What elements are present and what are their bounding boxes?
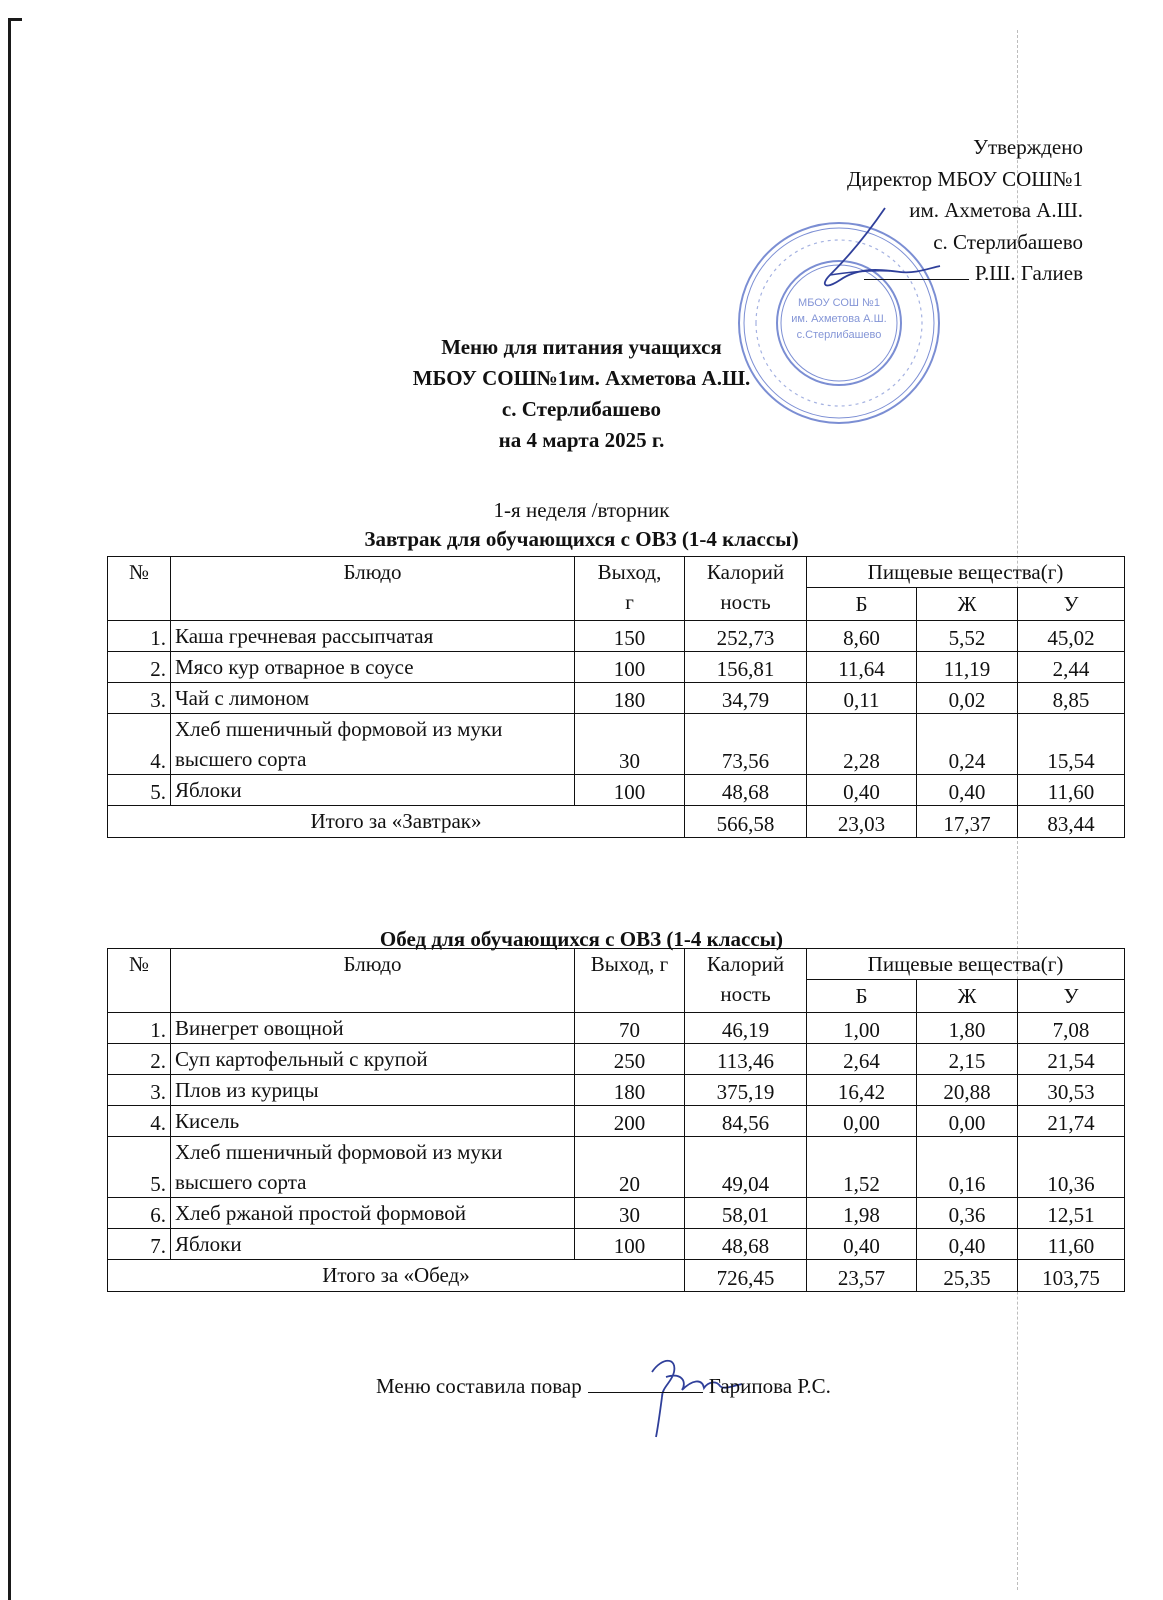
row-b: 0,00 [807, 1106, 917, 1137]
row-num: 1. [108, 621, 171, 652]
row-b: 2,28 [807, 714, 917, 775]
row-u: 2,44 [1018, 652, 1125, 683]
row-calories: 48,68 [685, 1229, 807, 1260]
row-num: 2. [108, 1044, 171, 1075]
header-output [575, 557, 685, 621]
row-u: 7,08 [1018, 1013, 1125, 1044]
table-row [108, 1137, 1125, 1198]
stamp-line-3: с.Стерлибашево [796, 329, 882, 341]
row-num: 6. [108, 1198, 171, 1229]
row-zh: 0,40 [917, 1229, 1018, 1260]
row-output: 100 [575, 1229, 685, 1260]
row-calories: 252,73 [685, 621, 807, 652]
row-calories: 73,56 [685, 714, 807, 775]
row-b: 1,00 [807, 1013, 917, 1044]
table-row [108, 775, 1125, 806]
row-zh: 0,40 [917, 775, 1018, 806]
row-calories: 156,81 [685, 652, 807, 683]
header-dish: Блюдо [171, 557, 575, 621]
row-num: 4. [108, 1106, 171, 1137]
row-num: 3. [108, 683, 171, 714]
scan-border-left [8, 18, 11, 1600]
row-output: 30 [575, 714, 685, 775]
header-b: Б [807, 980, 917, 1013]
row-dish: Хлеб пшеничный формовой из муки высшего сорта [171, 1137, 575, 1198]
row-output: 180 [575, 683, 685, 714]
lunch-title: Обед для обучающихся с ОВЗ (1-4 классы) [379, 927, 784, 951]
table-row [108, 1044, 1125, 1075]
footer-cook-name: Гарипова Р.С. [708, 1374, 831, 1398]
header-calories [685, 949, 807, 1013]
row-u: 21,54 [1018, 1044, 1125, 1075]
row-output: 250 [575, 1044, 685, 1075]
row-zh: 5,52 [917, 621, 1018, 652]
footer-signature-row [376, 1372, 831, 1399]
table-row [108, 1198, 1125, 1229]
row-b: 1,52 [807, 1137, 917, 1198]
row-u: 15,54 [1018, 714, 1125, 775]
row-b: 1,98 [807, 1198, 917, 1229]
total-u: 103,75 [1018, 1260, 1125, 1292]
header-cal-l1: Калорий [706, 952, 785, 976]
header-zh: Ж [917, 588, 1018, 621]
stamp-line-1: МБОУ СОШ №1 [798, 297, 880, 309]
row-calories: 113,46 [685, 1044, 807, 1075]
row-zh: 1,80 [917, 1013, 1018, 1044]
total-label: Итого за «Завтрак» [108, 806, 685, 838]
row-num: 3. [108, 1075, 171, 1106]
row-output: 70 [575, 1013, 685, 1044]
row-zh: 0,00 [917, 1106, 1018, 1137]
row-u: 45,02 [1018, 621, 1125, 652]
scan-border-top [8, 18, 22, 21]
total-row [108, 1260, 1125, 1292]
approval-signature-row [847, 258, 1083, 290]
breakfast-title: Завтрак для обучающихся с ОВЗ (1-4 классы) [364, 527, 799, 551]
row-b: 2,64 [807, 1044, 917, 1075]
table-row [108, 1229, 1125, 1260]
row-u: 12,51 [1018, 1198, 1125, 1229]
table-header-row [108, 557, 1125, 588]
header-calories [685, 557, 807, 621]
header-b: Б [807, 588, 917, 621]
title-line-2: МБОУ СОШ№1им. Ахметова А.Ш. [412, 366, 751, 390]
row-zh: 0,36 [917, 1198, 1018, 1229]
week-label: 1-я неделя /вторник [493, 498, 670, 522]
row-output: 200 [575, 1106, 685, 1137]
header-output-l2: г [625, 590, 634, 614]
row-dish: Мясо кур отварное в соусе [171, 652, 575, 683]
row-num: 7. [108, 1229, 171, 1260]
total-b: 23,57 [807, 1260, 917, 1292]
approval-heading: Утверждено [973, 135, 1083, 159]
row-u: 11,60 [1018, 1229, 1125, 1260]
row-calories: 84,56 [685, 1106, 807, 1137]
approval-block [847, 132, 1083, 290]
row-zh: 0,24 [917, 714, 1018, 775]
row-dish: Каша гречневая рассыпчатая [171, 621, 575, 652]
row-u: 11,60 [1018, 775, 1125, 806]
row-zh: 0,16 [917, 1137, 1018, 1198]
row-dish: Яблоки [171, 1229, 575, 1260]
total-zh: 17,37 [917, 806, 1018, 838]
header-nutrients: Пищевые вещества(г) [807, 557, 1125, 588]
row-dish: Хлеб ржаной простой формовой [171, 1198, 575, 1229]
title-line-4: на 4 марта 2025 г. [498, 428, 665, 452]
title-line-1: Меню для питания учащихся [441, 335, 722, 359]
header-output: Выход, г [575, 949, 685, 1013]
signature-line [864, 259, 969, 280]
row-dish: Чай с лимоном [171, 683, 575, 714]
row-b: 8,60 [807, 621, 917, 652]
row-calories: 34,79 [685, 683, 807, 714]
row-b: 11,64 [807, 652, 917, 683]
row-num: 4. [108, 714, 171, 775]
total-row [108, 806, 1125, 838]
title-line-3: с. Стерлибашево [501, 397, 662, 421]
row-dish: Плов из курицы [171, 1075, 575, 1106]
row-dish: Винегрет овощной [171, 1013, 575, 1044]
row-u: 30,53 [1018, 1075, 1125, 1106]
row-output: 30 [575, 1198, 685, 1229]
header-dish: Блюдо [171, 949, 575, 1013]
header-u: У [1018, 588, 1125, 621]
footer-prefix: Меню составила повар [376, 1374, 582, 1398]
approval-position: Директор МБОУ СОШ№1 [846, 166, 1083, 191]
signature-line [588, 1372, 703, 1393]
stamp-line-2: им. Ахметова А.Ш. [791, 313, 887, 325]
row-num: 1. [108, 1013, 171, 1044]
row-dish: Кисель [171, 1106, 575, 1137]
row-num: 2. [108, 652, 171, 683]
table-row [108, 1106, 1125, 1137]
header-output-l1: Выход, [597, 560, 662, 584]
total-u: 83,44 [1018, 806, 1125, 838]
header-num: № [108, 949, 171, 1013]
row-output: 100 [575, 652, 685, 683]
row-calories: 48,68 [685, 775, 807, 806]
approval-village: с. Стерлибашево [933, 229, 1083, 254]
row-zh: 20,88 [917, 1075, 1018, 1106]
approval-signer: Р.Ш. Галиев [974, 261, 1083, 285]
row-u: 8,85 [1018, 683, 1125, 714]
table-row [108, 1075, 1125, 1106]
row-output: 100 [575, 775, 685, 806]
row-b: 0,40 [807, 775, 917, 806]
row-output: 150 [575, 621, 685, 652]
table-row [108, 683, 1125, 714]
table-row [108, 1013, 1125, 1044]
row-num: 5. [108, 775, 171, 806]
total-calories: 566,58 [685, 806, 807, 838]
breakfast-table [107, 556, 1125, 838]
table-row [108, 714, 1125, 775]
row-calories: 49,04 [685, 1137, 807, 1198]
lunch-table [107, 948, 1125, 1292]
approval-school-name: им. Ахметова А.Ш. [909, 198, 1083, 222]
row-output: 180 [575, 1075, 685, 1106]
row-calories: 375,19 [685, 1075, 807, 1106]
header-num: № [108, 557, 171, 621]
header-nutrients: Пищевые вещества(г) [807, 949, 1125, 980]
page-title [0, 332, 1163, 456]
row-u: 21,74 [1018, 1106, 1125, 1137]
header-cal-l2: ность [720, 590, 771, 614]
header-cal-l1: Калорий [706, 560, 785, 584]
row-dish: Хлеб пшеничный формовой из муки высшего сорта [171, 714, 575, 775]
row-b: 16,42 [807, 1075, 917, 1106]
row-zh: 11,19 [917, 652, 1018, 683]
row-output: 20 [575, 1137, 685, 1198]
total-b: 23,03 [807, 806, 917, 838]
row-num: 5. [108, 1137, 171, 1198]
header-cal-l2: ность [720, 982, 771, 1006]
row-b: 0,40 [807, 1229, 917, 1260]
row-dish: Яблоки [171, 775, 575, 806]
row-u: 10,36 [1018, 1137, 1125, 1198]
row-dish: Суп картофельный с крупой [171, 1044, 575, 1075]
row-zh: 0,02 [917, 683, 1018, 714]
row-calories: 58,01 [685, 1198, 807, 1229]
total-calories: 726,45 [685, 1260, 807, 1292]
table-header-row [108, 949, 1125, 980]
header-u: У [1018, 980, 1125, 1013]
row-zh: 2,15 [917, 1044, 1018, 1075]
total-zh: 25,35 [917, 1260, 1018, 1292]
table-row [108, 652, 1125, 683]
table-row [108, 621, 1125, 652]
total-label: Итого за «Обед» [108, 1260, 685, 1292]
row-b: 0,11 [807, 683, 917, 714]
header-zh: Ж [917, 980, 1018, 1013]
row-calories: 46,19 [685, 1013, 807, 1044]
